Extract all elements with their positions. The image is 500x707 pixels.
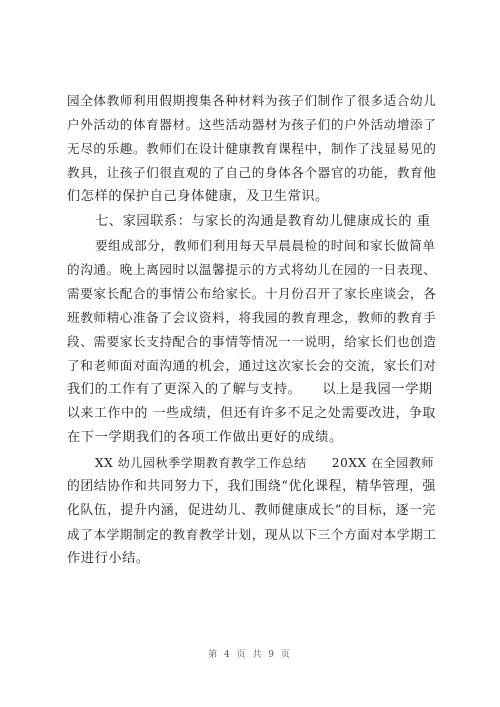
body-line: 成了本学期制定的教育教学计划，现从以下三个方面对本学期工 (67, 526, 437, 542)
body-line: 要组成部分，教师们利用每天早晨晨检的时间和家长做简单 (95, 237, 436, 253)
body-line: 需要家长配合的事情公布给家长。十月份召开了家长座谈会，各 (67, 285, 437, 301)
summary-title-line: XX 幼儿园秋季学期教育教学工作总结 20XX 在全园教师 (95, 455, 435, 470)
body-line: 班教师精心准备了会议资料，将我园的教育理念，教师的教育手 (67, 309, 437, 325)
body-line: 们怎样的保护自己身体健康，及卫生常识。 (67, 189, 329, 205)
body-line: 户外活动的体育器材。这些活动器材为孩子们的户外活动增添了 (67, 117, 437, 133)
body-line: 的团结协作和共同努力下，我们围绕“优化课程，精华管理，强 (67, 478, 436, 494)
body-line: 了和老师面对面沟通的机会，通过这次家长会的交流，家长们对 (67, 358, 437, 374)
body-line: 作进行小结。 (67, 550, 150, 566)
body-line: 我们的工作有了更深入的了解与支持。 以上是我园一学期 (67, 382, 433, 398)
body-line: 在下一学期我们的各项工作做出更好的成绩。 (67, 430, 343, 446)
body-line: 园全体教师利用假期搜集各种材料为孩子们制作了很多适合幼儿 (67, 93, 437, 108)
body-line: 以来工作中的 一些成绩，但还有许多不足之处需要改进，争取 (67, 406, 436, 422)
page-number-footer: 第 4 页 共 9 页 (208, 650, 292, 660)
body-line: 的沟通。晚上离园时以温馨提示的方式将幼儿在园的一日表现、 (67, 261, 437, 277)
body-line: 无尽的乐趣。教师们在设计健康教育课程中，制作了浅显易见的 (67, 141, 437, 157)
body-line: 教具，让孩子们很直观的了自己的身体各个器官的功能，教育他 (67, 165, 437, 181)
body-line: 段、需要家长支持配合的事情等情况一一说明，给家长们也创造 (67, 334, 437, 349)
section-heading-line: 七、家园联系：与家长的沟通是教育幼儿健康成长的 重 (95, 213, 431, 229)
body-line: 化队伍，提升内涵，促进幼儿、教师健康成长”的目标，逐一完 (67, 502, 436, 518)
